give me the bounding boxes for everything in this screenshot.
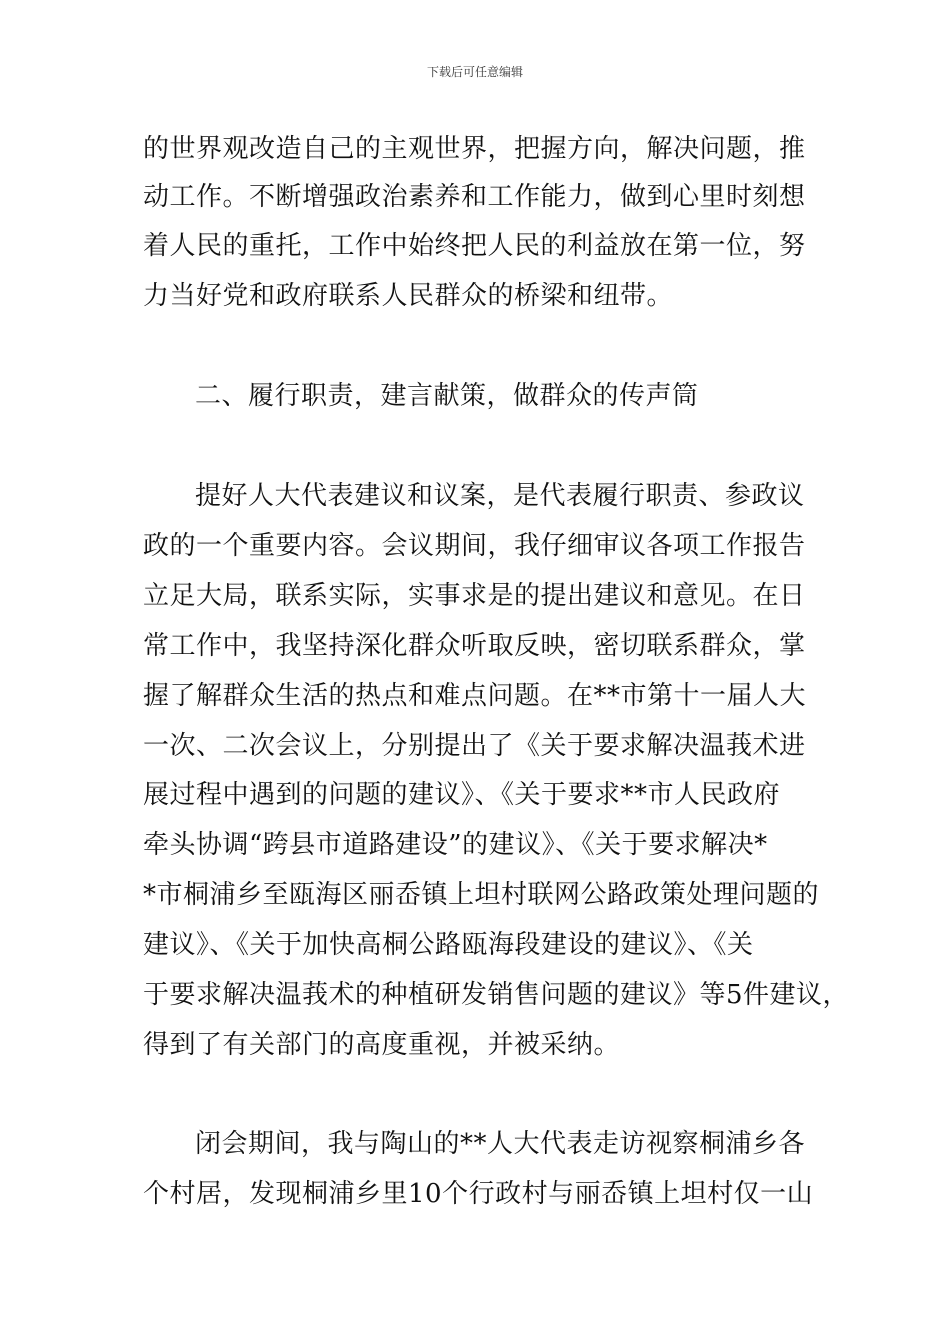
paragraph-line: *市桐浦乡至瓯海区丽岙镇上坦村联网公路政策处理问题的 <box>143 880 820 910</box>
paragraph-line: 牵头协调“跨县市道路建设”的建议》、《关于要求解决* <box>143 830 768 860</box>
paragraph-line: 展过程中遇到的问题的建议》、《关于要求**市人民政府 <box>143 780 781 810</box>
section-heading: 二、履行职责，建言献策，做群众的传声筒 <box>195 381 699 411</box>
paragraph-line: 建议》、《关于加快高桐公路瓯海段建设的建议》、《关 <box>143 930 754 960</box>
paragraph-line: 的世界观改造自己的主观世界，把握方向，解决问题，推 <box>143 134 806 164</box>
paragraph-line: 动工作。不断增强政治素养和工作能力，做到心里时刻想 <box>143 182 806 212</box>
paragraph-line: 于要求解决温莪术的种植研发销售问题的建议》等5件建议， <box>143 980 850 1010</box>
paragraph-line: 提好人大代表建议和议案，是代表履行职责、参政议 <box>195 481 805 511</box>
paragraph-line: 闭会期间，我与陶山的**人大代表走访视察桐浦乡各 <box>195 1129 806 1159</box>
paragraph-line: 个村居，发现桐浦乡里10个行政村与丽岙镇上坦村仅一山 <box>143 1179 814 1209</box>
paragraph-line: 得到了有关部门的高度重视，并被采纳。 <box>143 1030 621 1060</box>
paragraph-line: 政的一个重要内容。会议期间，我仔细审议各项工作报告 <box>143 531 806 561</box>
paragraph-line: 常工作中，我坚持深化群众听取反映，密切联系群众，掌 <box>143 631 806 661</box>
paragraph-line: 握了解群众生活的热点和难点问题。在**市第十一届人大 <box>143 681 807 711</box>
paragraph-line: 着人民的重托，工作中始终把人民的利益放在第一位，努 <box>143 231 806 261</box>
paragraph-line: 立足大局，联系实际，实事求是的提出建议和意见。在日 <box>143 581 806 611</box>
paragraph-line: 一次、二次会议上，分别提出了《关于要求解决温莪术进 <box>143 731 806 761</box>
paragraph-line: 力当好党和政府联系人民群众的桥梁和纽带。 <box>143 281 674 311</box>
page-header: 下载后可任意编辑 <box>426 65 523 79</box>
